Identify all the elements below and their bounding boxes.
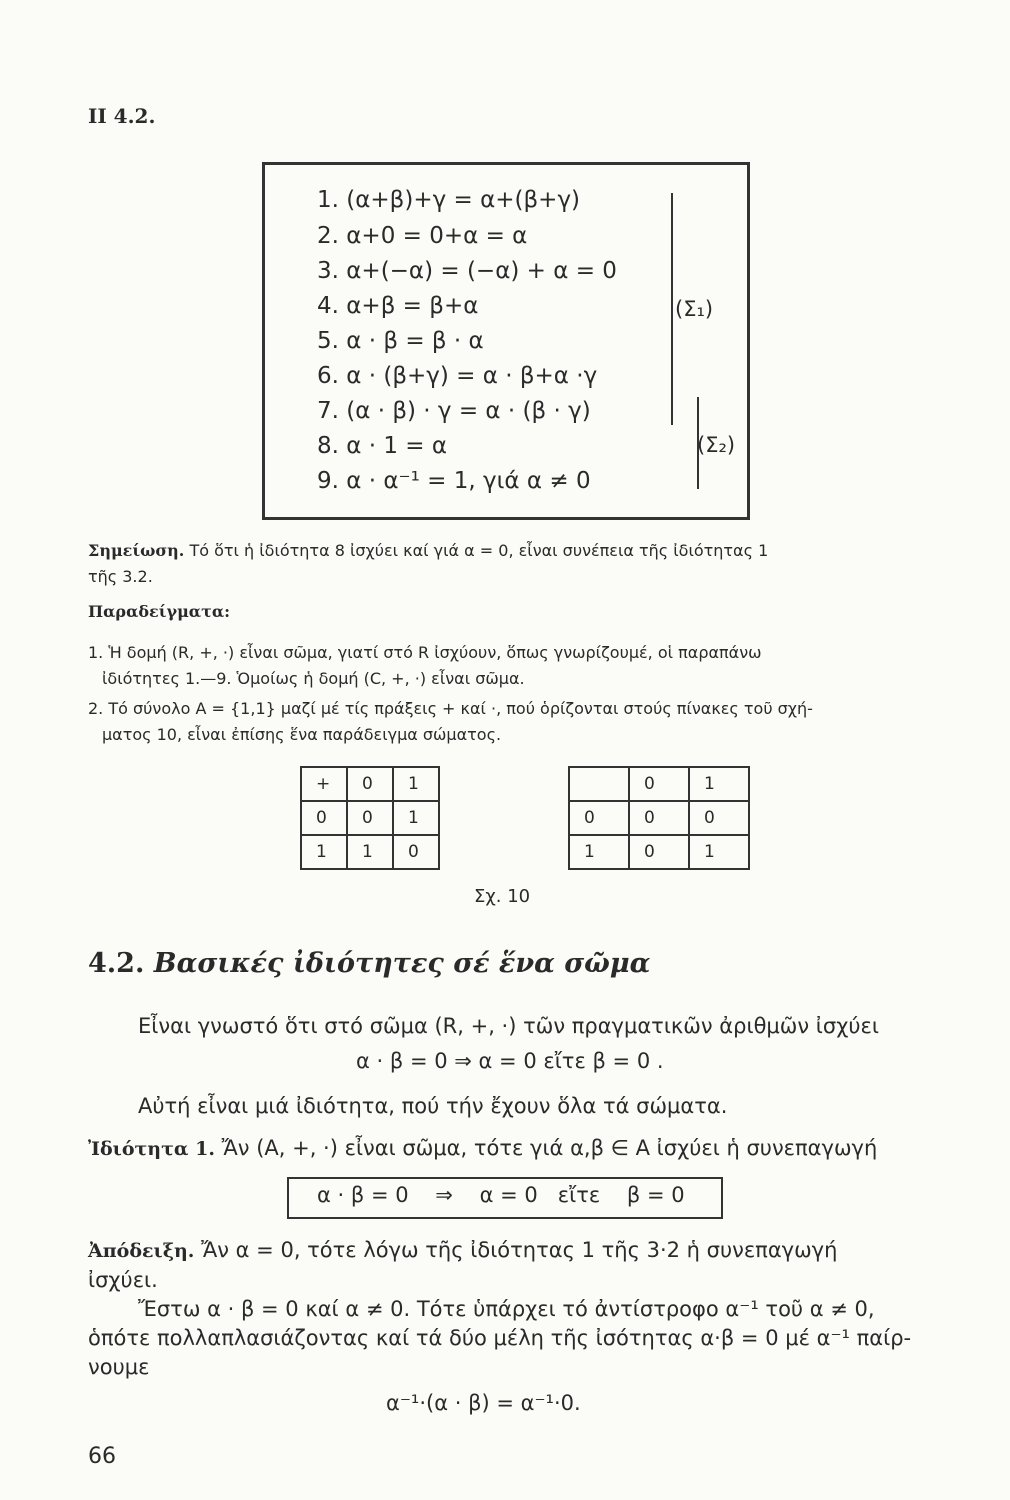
note-line1: Τό ὅτι ἡ ἰδιότητα 8 ἰσχύει καί γιά α = 0, εἶναι συνέπεια τῆς ἰδιότητας 1 — [189, 541, 769, 560]
implication-formula: α · β = 0 ⇒ α = 0 εἴτε β = 0 — [317, 1183, 685, 1207]
sigma2-label: (Σ₂) — [697, 433, 736, 457]
axiom-5: 5. α · β = β · α — [317, 328, 484, 354]
proof-line1: Ἄν α = 0, τότε λόγω τῆς ἰδιότητας 1 τῆς 3·2 ἡ συνεπαγωγή — [201, 1238, 838, 1262]
page-number: 66 — [88, 1444, 116, 1469]
table-cell: 0 — [393, 835, 439, 869]
table-cell: 0 — [629, 801, 689, 835]
note-label: Σημείωση. — [88, 541, 185, 560]
axiom-6: 6. α · (β+γ) = α · β+α ·γ — [317, 363, 598, 389]
addition-table — [300, 766, 440, 870]
table-cell: 0 — [347, 801, 393, 835]
table-cell: 1 — [347, 835, 393, 869]
property-label: Ἰδιότητα 1. — [88, 1138, 215, 1160]
proof-formula: α⁻¹·(α · β) = α⁻¹·0. — [386, 1391, 581, 1415]
table-cell: 1 — [689, 767, 749, 801]
table-cell: 0 — [629, 835, 689, 869]
multiplication-table — [568, 766, 750, 870]
intro-line: Εἶναι γνωστό ὅτι στό σῶμα (R, +, ·) τῶν πραγματικῶν ἀριθμῶν ἰσχύει — [138, 1014, 879, 1038]
examples — [88, 640, 948, 748]
property-1 — [88, 1134, 948, 1164]
property-text: Ἄν (Α, +, ·) εἶναι σῶμα, τότε γιά α,β ∈ Α ἰσχύει ἡ συνεπαγωγή — [221, 1136, 878, 1160]
table-cell: + — [301, 767, 347, 801]
sigma1-label: (Σ₁) — [675, 297, 714, 321]
proof-line4: ὁπότε πολλαπλασιάζοντας καί τά δύο μέλη τῆς ἰσότητας α·β = 0 μέ α⁻¹ παίρ- — [88, 1326, 912, 1350]
table-cell: 0 — [301, 801, 347, 835]
note — [88, 538, 948, 590]
intro-line2: Αὐτή εἶναι μιά ἰδιότητα, πού τήν ἔχουν ὅλα τά σώματα. — [138, 1094, 728, 1118]
section-label: II 4.2. — [88, 104, 156, 128]
table-cell: 0 — [347, 767, 393, 801]
table-cell — [569, 767, 629, 801]
axiom-9: 9. α · α⁻¹ = 1, γιά α ≠ 0 — [317, 468, 591, 494]
axioms-box — [262, 162, 750, 520]
table-cell: 0 — [569, 801, 629, 835]
axiom-8: 8. α · 1 = α — [317, 433, 448, 459]
heading-number: 4.2. — [88, 948, 145, 979]
axiom-7: 7. (α · β) · γ = α · (β · γ) — [317, 398, 591, 424]
proof-label: Ἀπόδειξη. — [88, 1240, 195, 1262]
table-cell: 1 — [301, 835, 347, 869]
table-cell: 1 — [393, 767, 439, 801]
proof-line2: ἰσχύει. — [88, 1268, 158, 1292]
example-1-line2: ἰδιότητες 1.—9. Ὁμοίως ἡ δομή (C, +, ·) εἶναι σῶμα. — [102, 669, 525, 688]
axiom-3: 3. α+(−α) = (−α) + α = 0 — [317, 258, 617, 284]
figure-caption: Σχ. 10 — [474, 886, 531, 907]
proof-line5: νουμε — [88, 1355, 150, 1379]
example-2-line2: ματος 10, εἶναι ἐπίσης ἕνα παράδειγμα σώματος. — [102, 725, 502, 744]
table-cell: 1 — [393, 801, 439, 835]
implication-box — [287, 1177, 723, 1219]
example-2-line1: 2. Τό σύνολο Α = {1,1} μαζί μέ τίς πράξεις + καί ·, πού ὁρίζονται στούς πίνακες τοῦ σχή- — [88, 699, 813, 718]
axiom-1: 1. (α+β)+γ = α+(β+γ) — [317, 187, 581, 213]
intro-formula: α · β = 0 ⇒ α = 0 εἴτε β = 0 . — [356, 1049, 664, 1073]
brace-sigma1 — [665, 193, 673, 425]
axiom-2: 2. α+0 = 0+α = α — [317, 223, 528, 249]
table-cell: 1 — [689, 835, 749, 869]
note-line2: τῆς 3.2. — [88, 567, 153, 586]
examples-label: Παραδείγματα: — [88, 602, 231, 621]
proof — [88, 1236, 948, 1382]
example-1-line1: 1. Ἡ δομή (R, +, ·) εἶναι σῶμα, γιατί στό R ἰσχύουν, ὅπως γνωρίζουμέ, οἱ παραπάνω — [88, 643, 762, 662]
proof-line3: Ἔστω α · β = 0 καί α ≠ 0. Τότε ὑπάρχει τό ἀντίστροφο α⁻¹ τοῦ α ≠ 0, — [138, 1297, 875, 1321]
table-cell: 0 — [689, 801, 749, 835]
section-heading — [88, 948, 650, 979]
table-cell: 1 — [569, 835, 629, 869]
table-cell: 0 — [629, 767, 689, 801]
axiom-4: 4. α+β = β+α — [317, 293, 479, 319]
heading-title: Βασικές ἰδιότητες σέ ἕνα σῶμα — [153, 948, 651, 979]
